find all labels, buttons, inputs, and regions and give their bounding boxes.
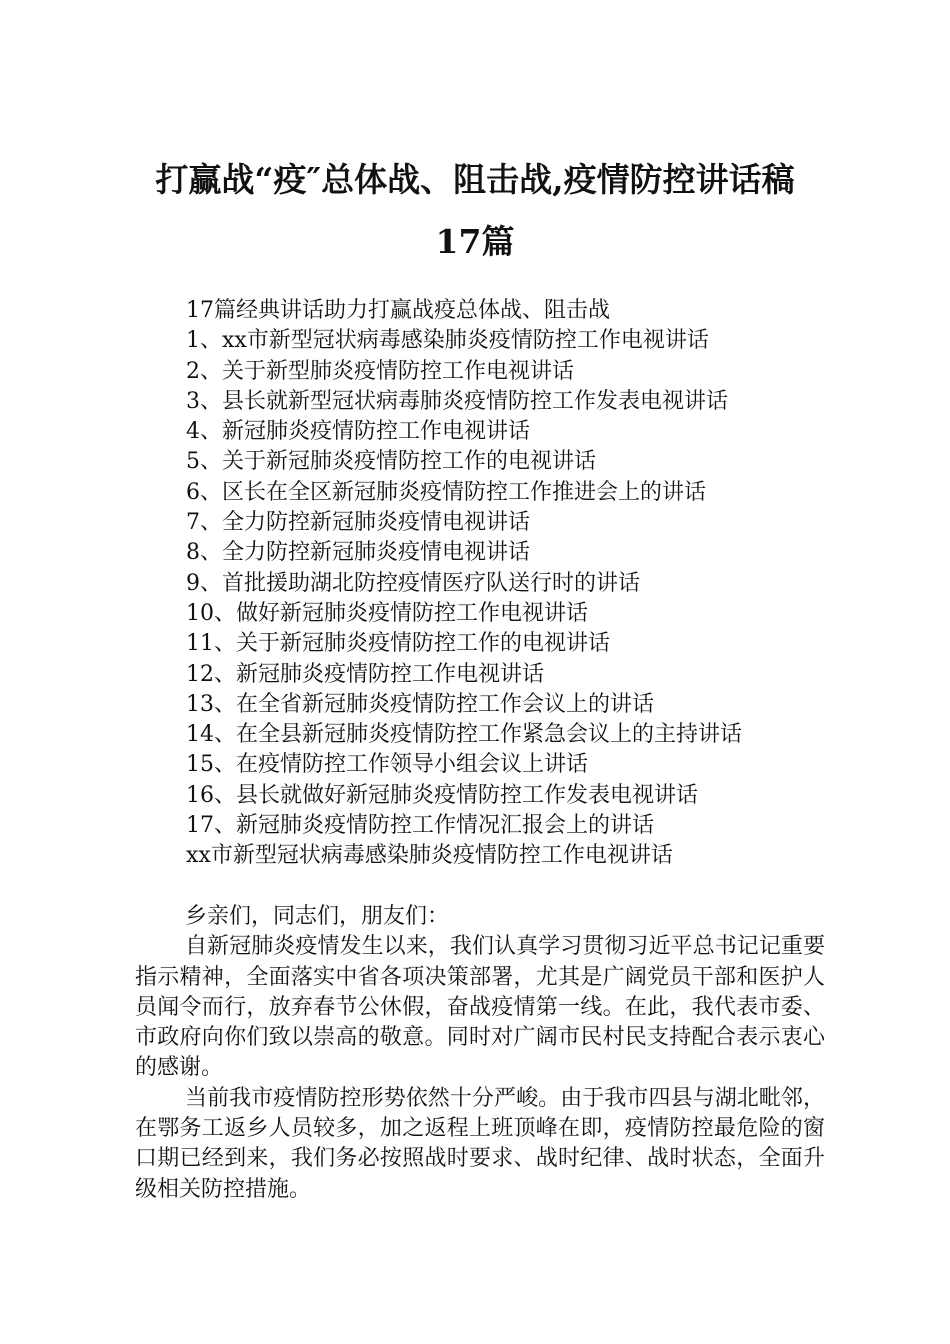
toc-item: 1、xx市新型冠状病毒感染肺炎疫情防控工作电视讲话 bbox=[186, 328, 709, 354]
toc-item: 4、新冠肺炎疫情防控工作电视讲话 bbox=[186, 419, 530, 445]
body-paragraph: 自新冠肺炎疫情发生以来，我们认真学习贯彻习近平总书记记重要指示精神，全面落实中省各项决策部署，尤其是广阔党员干部和医护人员闻令而行，放弃春节公休假，奋战疫情第一线。在此，我代表市委、市政府向你们致以崇高的敬意。同时对广阔市民村民支持配合表示衷心的感谢。 bbox=[135, 934, 825, 1081]
toc-item: 3、县长就新型冠状病毒肺炎疫情防控工作发表电视讲话 bbox=[186, 388, 728, 414]
toc-item: 12、新冠肺炎疫情防控工作电视讲话 bbox=[186, 661, 544, 687]
toc-item: 13、在全省新冠肺炎疫情防控工作会议上的讲话 bbox=[186, 691, 654, 717]
toc-item: 15、在疫情防控工作领导小组会议上讲话 bbox=[186, 752, 588, 778]
toc-item: 2、关于新型肺炎疫情防控工作电视讲话 bbox=[186, 358, 574, 384]
toc-intro: 17篇经典讲话助力打赢战疫总体战、阻击战 bbox=[186, 298, 610, 323]
toc-item: 14、在全县新冠肺炎疫情防控工作紧急会议上的主持讲话 bbox=[186, 722, 742, 748]
document-title-line1: 打赢战“疫″总体战、阻击战,疫情防控讲话稿 bbox=[155, 160, 795, 199]
toc-item: 11、关于新冠肺炎疫情防控工作的电视讲话 bbox=[186, 631, 610, 657]
toc-item: 9、首批援助湖北防控疫情医疗队送行时的讲话 bbox=[186, 570, 640, 596]
body-paragraph: 当前我市疫情防控形势依然十分严峻。由于我市四县与湖北毗邻，在鄂务工返乡人员较多，加之返程上班顶峰在即，疫情防控最危险的窗口期已经到来，我们务必按照战时要求、战时纪律、战时状态，全面升级相关防控措施。 bbox=[135, 1085, 825, 1202]
speech-greeting: 乡亲们，同志们，朋友们： bbox=[185, 904, 450, 929]
document-title-line2: 17篇 bbox=[435, 222, 515, 261]
toc-item: 16、县长就做好新冠肺炎疫情防控工作发表电视讲话 bbox=[186, 782, 698, 808]
toc-item: 17、新冠肺炎疫情防控工作情况汇报会上的讲话 bbox=[186, 813, 654, 839]
section-title: xx市新型冠状病毒感染肺炎疫情防控工作电视讲话 bbox=[186, 843, 673, 869]
toc-item: 6、区长在全区新冠肺炎疫情防控工作推进会上的讲话 bbox=[186, 479, 706, 505]
toc-item: 8、全力防控新冠肺炎疫情电视讲话 bbox=[186, 540, 530, 566]
toc-item: 5、关于新冠肺炎疫情防控工作的电视讲话 bbox=[186, 449, 596, 475]
speech-body bbox=[135, 902, 825, 1205]
toc-item: 10、做好新冠肺炎疫情防控工作电视讲话 bbox=[186, 600, 588, 626]
table-of-contents bbox=[186, 296, 846, 872]
toc-item: 7、全力防控新冠肺炎疫情电视讲话 bbox=[186, 510, 530, 536]
